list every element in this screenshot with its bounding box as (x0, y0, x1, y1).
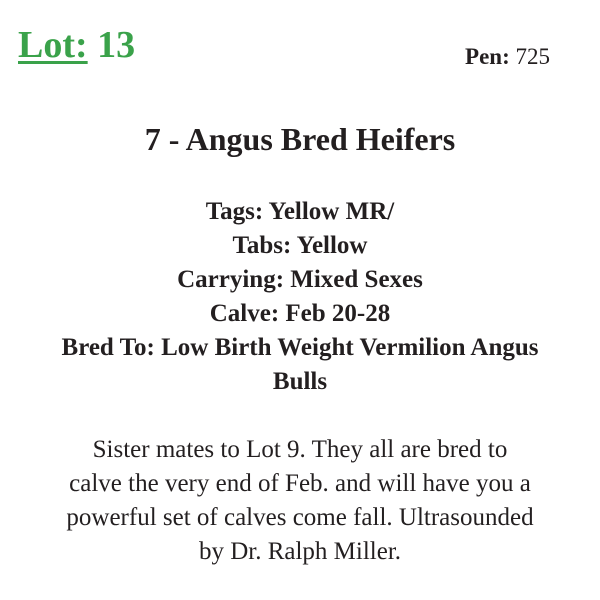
lot-title: 7 - Angus Bred Heifers (144, 121, 456, 157)
lot-heading (18, 26, 135, 64)
pen-info (465, 45, 550, 68)
calve-line: Calve: Feb 20-28 (209, 300, 391, 327)
lot-label: Lot: (18, 24, 88, 66)
carrying-line: Carrying: Mixed Sexes (177, 266, 423, 293)
bred-to-line: Bred To: Low Birth Weight Vermilion Angus (61, 334, 539, 361)
description-line: Sister mates to Lot 9. They all are bred to (92, 436, 508, 463)
tabs-line: Tabs: Yellow (232, 232, 368, 259)
lot-details (0, 195, 600, 399)
lot-number: 13 (97, 24, 136, 66)
description-line: powerful set of calves come fall. Ultrasounded (66, 504, 534, 531)
description-line: by Dr. Ralph Miller. (198, 538, 402, 565)
lot-description (0, 433, 600, 569)
tags-line: Tags: Yellow MR/ (205, 198, 395, 225)
bred-to-line-continued: Bulls (272, 368, 328, 395)
description-line: calve the very end of Feb. and will have you a (69, 470, 531, 497)
pen-number: 725 (515, 44, 550, 69)
pen-label: Pen: (465, 44, 510, 69)
